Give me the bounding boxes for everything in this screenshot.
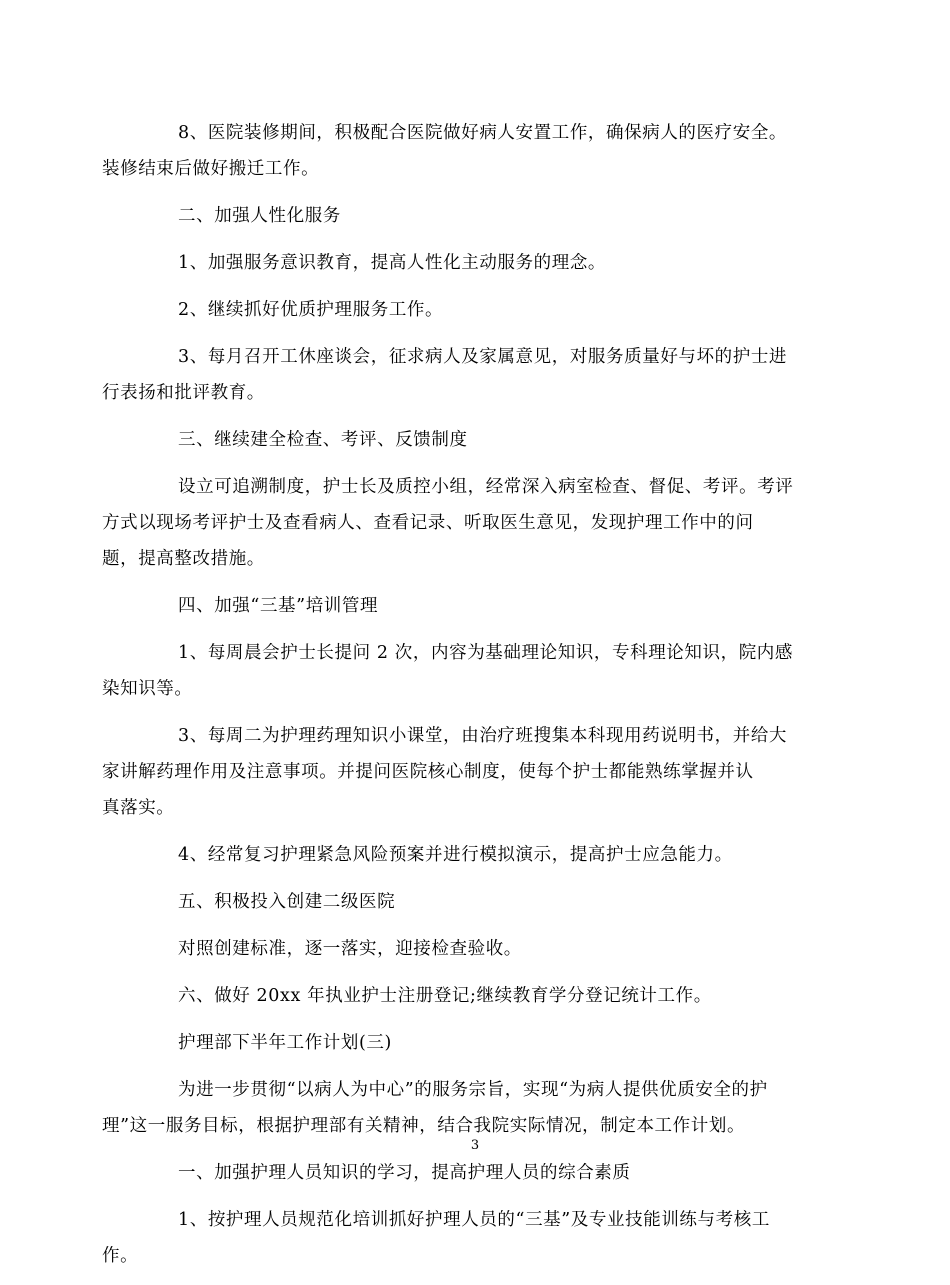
text-line: 家讲解药理作用及注意事项。并提问医院核心制度，使每个护士都能熟练掌握并认 [102, 762, 754, 782]
text-line: 1、加强服务意识教育，提高人性化主动服务的理念。 [178, 253, 607, 273]
section-heading [140, 198, 812, 234]
text-line: 为进一步贯彻“以病人为中心”的服务宗旨，实现“为病人提供优质安全的护 [178, 1080, 768, 1100]
text-line: 设立可追溯制度，护士长及质控小组，经常深入病室检查、督促、考评。考评 [178, 477, 794, 497]
paragraph [102, 635, 812, 707]
text-line: 2、继续抓好优质护理服务工作。 [178, 300, 444, 320]
text-line: 1、按护理人员规范化培训抓好护理人员的“三基”及专业技能训练与考核工 [178, 1210, 770, 1230]
text-line: 三、继续建全检查、考评、反馈制度 [178, 430, 468, 450]
section-heading [140, 588, 812, 624]
text-line: 装修结束后做好搬迁工作。 [102, 159, 320, 179]
text-line: 3、每周二为护理药理知识小课堂，由治疗班搜集本科现用药说明书，并给大 [178, 726, 788, 746]
paragraph [140, 245, 812, 281]
text-line: 行表扬和批评教育。 [102, 383, 265, 403]
text-line: 护理部下半年工作计划(三) [178, 1033, 392, 1053]
text-line: 作。 [102, 1246, 139, 1266]
paragraph [102, 339, 812, 411]
section-heading [140, 978, 812, 1014]
paragraph [140, 837, 812, 873]
page-number: 3 [470, 1138, 480, 1153]
section-heading [140, 422, 812, 458]
paragraph [102, 469, 812, 577]
paragraph [102, 718, 812, 826]
document-body [102, 115, 812, 1285]
paragraph [102, 115, 812, 187]
document-subtitle [140, 1025, 812, 1061]
paragraph [140, 931, 812, 967]
section-heading [140, 884, 812, 920]
paragraph [102, 1072, 812, 1144]
text-line: 染知识等。 [102, 679, 193, 699]
text-line: 题，提高整改措施。 [102, 549, 265, 569]
section-heading [140, 1155, 812, 1191]
text-line: 六、做好 20xx 年执业护士注册登记;继续教育学分登记统计工作。 [178, 986, 712, 1006]
text-line: 方式以现场考评护士及查看病人、查看记录、听取医生意见，发现护理工作中的问 [102, 513, 754, 533]
text-line: 四、加强“三基”培训管理 [178, 596, 379, 616]
text-line: 五、积极投入创建二级医院 [178, 892, 396, 912]
text-line: 一、加强护理人员知识的学习，提高护理人员的综合素质 [178, 1163, 631, 1183]
text-line: 对照创建标准，逐一落实，迎接检查验收。 [178, 939, 522, 959]
paragraph [102, 1202, 812, 1274]
text-line: 1、每周晨会护士长提问 2 次，内容为基础理论知识，专科理论知识，院内感 [178, 643, 793, 663]
text-line: 8、医院装修期间，积极配合医院做好病人安置工作，确保病人的医疗安全。 [178, 123, 788, 143]
text-line: 理”这一服务目标，根据护理部有关精神，结合我院实际情况，制定本工作计划。 [102, 1116, 746, 1136]
text-line: 4、经常复习护理紧急风险预案并进行模拟演示，提高护士应急能力。 [178, 845, 733, 865]
text-line: 二、加强人性化服务 [178, 206, 341, 226]
paragraph [140, 292, 812, 328]
text-line: 3、每月召开工休座谈会，征求病人及家属意见，对服务质量好与坏的护士进 [178, 347, 788, 367]
text-line: 真落实。 [102, 798, 175, 818]
